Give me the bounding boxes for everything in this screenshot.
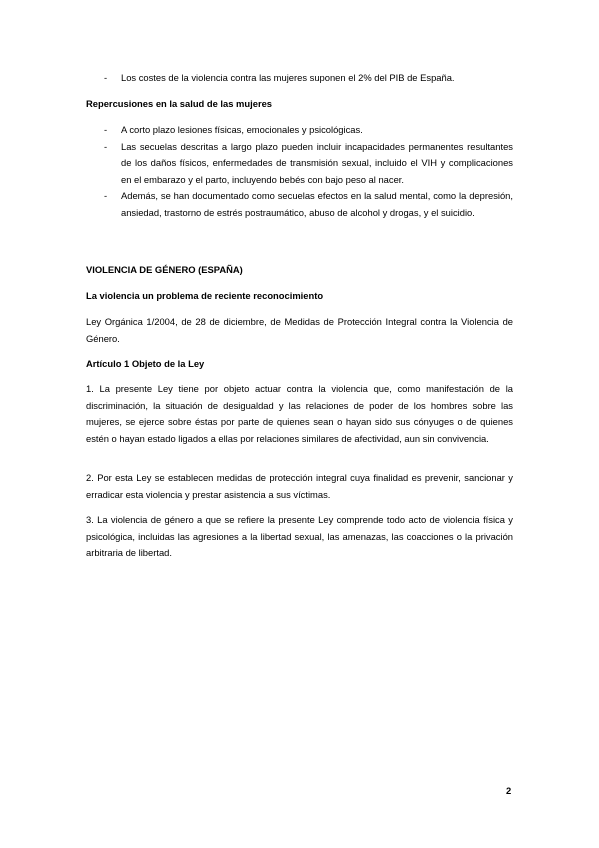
list-item (86, 70, 513, 87)
list-item (86, 188, 513, 221)
law-reference: Ley Orgánica 1/2004, de 28 de diciembre, de Medidas de Protección Integral contra la Violencia de Género. (86, 316, 513, 344)
bullet-text: Además, se han documentado como secuelas efectos en la salud mental, como la depresión, ansiedad, trastorno de estrés postraumático, abuso de alcohol y drogas, y el suicidio. (121, 190, 513, 218)
bullet-text: A corto plazo lesiones físicas, emocionales y psicológicas. (121, 124, 363, 135)
list-item (86, 139, 513, 189)
health-heading: Repercusiones en la salud de las mujeres (86, 98, 273, 109)
bullet-dash: - (104, 190, 108, 202)
article-paragraph-2: 2. Por esta Ley se establecen medidas de protección integral cuya finalidad es prevenir, sancionar y erradicar esta violencia y prestar asistencia a sus víctimas. (86, 472, 513, 500)
cost-bullet-list (86, 70, 513, 87)
list-item (86, 122, 513, 139)
bullet-text: Los costes de la violencia contra las mujeres suponen el 2% del PIB de España. (121, 72, 455, 83)
bullet-dash: - (104, 124, 108, 135)
article-paragraph-1: 1. La presente Ley tiene por objeto actuar contra la violencia que, como manifestación de la discriminación, la situación de desigualdad y las relaciones de poder de los hombres sobre las mujeres, se ejerce sobre éstas por parte de quienes sean o hayan sido sus cónyuges o de quienes estén o hayan estado ligados a ellas por relaciones similares de afectividad, aun sin convivencia. (86, 383, 513, 444)
section-title: VIOLENCIA DE GÉNERO (ESPAÑA) (86, 264, 243, 275)
article-paragraph-3: 3. La violencia de género a que se refiere la presente Ley comprende todo acto de violencia física y psicológica, incluidas las agresiones a la libertad sexual, las amenazas, las coacciones o la privación arbitraria de libertad. (86, 514, 513, 559)
page-number: 2 (506, 785, 512, 796)
article-title: Artículo 1 Objeto de la Ley (86, 358, 205, 369)
health-bullet-list (86, 122, 513, 222)
bullet-dash: - (104, 72, 108, 83)
subsection-title: La violencia un problema de reciente reconocimiento (86, 290, 324, 301)
bullet-dash: - (104, 140, 108, 152)
bullet-text: Las secuelas descritas a largo plazo pueden incluir incapacidades permanentes resultantes de los daños físicos, enfermedades de transmisión sexual, incluido el VIH y complicaciones en el embarazo y el parto, incluyendo bebés con bajo peso al nacer. (121, 140, 513, 185)
